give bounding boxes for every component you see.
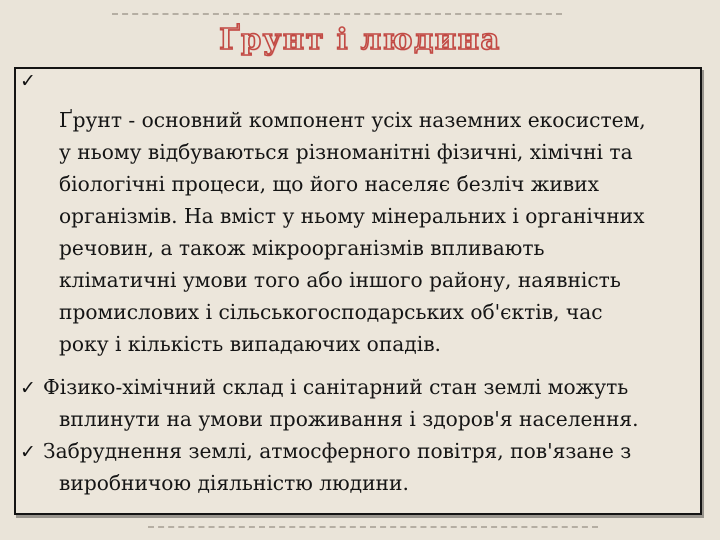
bullet-paragraph-2 [43, 371, 693, 435]
text-line: Фізико-хімічний склад і санітарний стан землі можуть [43, 375, 629, 399]
text-line: організмів. На вміст у ньому мінеральних і органічних [59, 204, 645, 228]
text-line: біологічні процеси, що його населяє безліч живих [59, 172, 600, 196]
content-box [14, 67, 702, 515]
checkmark-icon: ✓ [20, 377, 36, 399]
text-line: промислових і сільськогосподарських об'єктів, час [59, 300, 603, 324]
top-dashed-divider [112, 13, 562, 15]
bottom-dashed-divider [148, 526, 598, 528]
bullet-paragraph-3 [43, 435, 693, 499]
text-line: року і кількість випадаючих опадів. [59, 332, 441, 356]
text-line: виробничою діяльністю людини. [59, 471, 409, 495]
checkmark-icon: ✓ [20, 441, 36, 463]
text-line: Ґрунт - основний компонент усіх наземних екосистем, [59, 108, 646, 132]
checkmark-icon: ✓ [20, 70, 36, 92]
text-line: у ньому відбуваються різноманітні фізичні, хімічні та [59, 140, 633, 164]
bullet-paragraph-1 [59, 104, 709, 360]
text-line: Забруднення землі, атмосферного повітря, пов'язане з [43, 439, 632, 463]
text-line: речовин, а також мікроорганізмів впливають [59, 236, 545, 260]
slide-title: Ґрунт і людина [219, 22, 501, 56]
text-line: вплинути на умови проживання і здоров'я населення. [59, 407, 639, 431]
text-line: кліматичні умови того або іншого району, наявність [59, 268, 621, 292]
